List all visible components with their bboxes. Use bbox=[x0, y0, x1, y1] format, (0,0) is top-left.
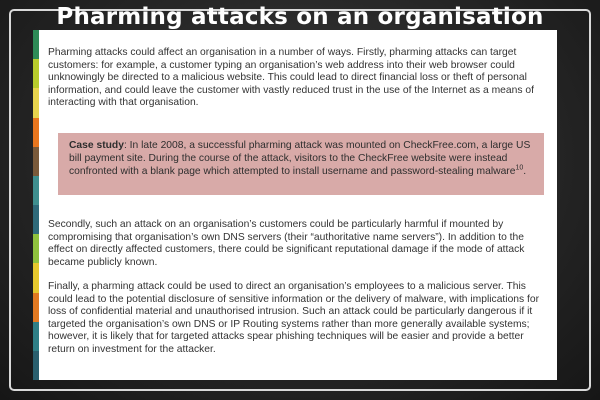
case-study-end: . bbox=[523, 165, 527, 177]
color-stripe-segment bbox=[33, 176, 39, 205]
case-study-box bbox=[58, 133, 544, 195]
color-stripe-segment bbox=[33, 293, 39, 322]
color-stripe-segment bbox=[33, 263, 39, 292]
color-stripe-segment bbox=[33, 205, 39, 234]
footnote-ref: 10 bbox=[515, 164, 524, 172]
paragraph-dns-servers: Secondly, such an attack on an organisation’s customers could be particularly harmful if mounted by compromising that organisation’s own DNS servers (their “authoritative name servers”). In addition to the effect on directly affected customers, there could be significant reputational damage if the mode of attack became publicly known. bbox=[48, 219, 525, 268]
case-study-label: Case study bbox=[69, 140, 124, 151]
color-stripe-segment bbox=[33, 30, 39, 59]
slide-title: Pharming attacks on an organisation bbox=[56, 4, 544, 30]
color-stripe-segment bbox=[33, 118, 39, 147]
color-stripe-segment bbox=[33, 59, 39, 88]
color-stripe-bar bbox=[33, 30, 39, 380]
color-stripe-segment bbox=[33, 322, 39, 351]
color-stripe-segment bbox=[33, 234, 39, 263]
color-stripe-segment bbox=[33, 351, 39, 380]
paragraph-customers: Pharming attacks could affect an organisation in a number of ways. Firstly, pharming attacks can target customers: for example, a customer typing an organisation’s web address into their web browser could unknowingly be directed to a malicious website. This could lead to direct financial loss or theft of personal information, and could leave the customer with vastly reduced trust in the use of the Internet as a means of interacting with that organisation. bbox=[48, 47, 534, 109]
color-stripe-segment bbox=[33, 88, 39, 117]
color-stripe-segment bbox=[33, 147, 39, 176]
case-study-text: : In late 2008, a successful pharming attack was mounted on CheckFree.com, a large US bill payment site. During the course of the attack, visitors to the CheckFree website were instead confronted with a blank page which attempted to install username and password-stealing malware bbox=[69, 140, 531, 177]
paragraph-employees: Finally, a pharming attack could be used to direct an organisation’s employees to a malicious server. This could lead to the potential disclosure of sensitive information or the delivery of malware, with implications for loss of confidential material and unauthorised intrusion. Such an attack could be particularly dangerous if it targeted the organisation’s own DNS or IP Routing systems rather than more generally available systems; however, it is likely that for targeted attacks spear phishing techniques will be easier and provide a better return on investment for the attacker. bbox=[48, 281, 540, 355]
